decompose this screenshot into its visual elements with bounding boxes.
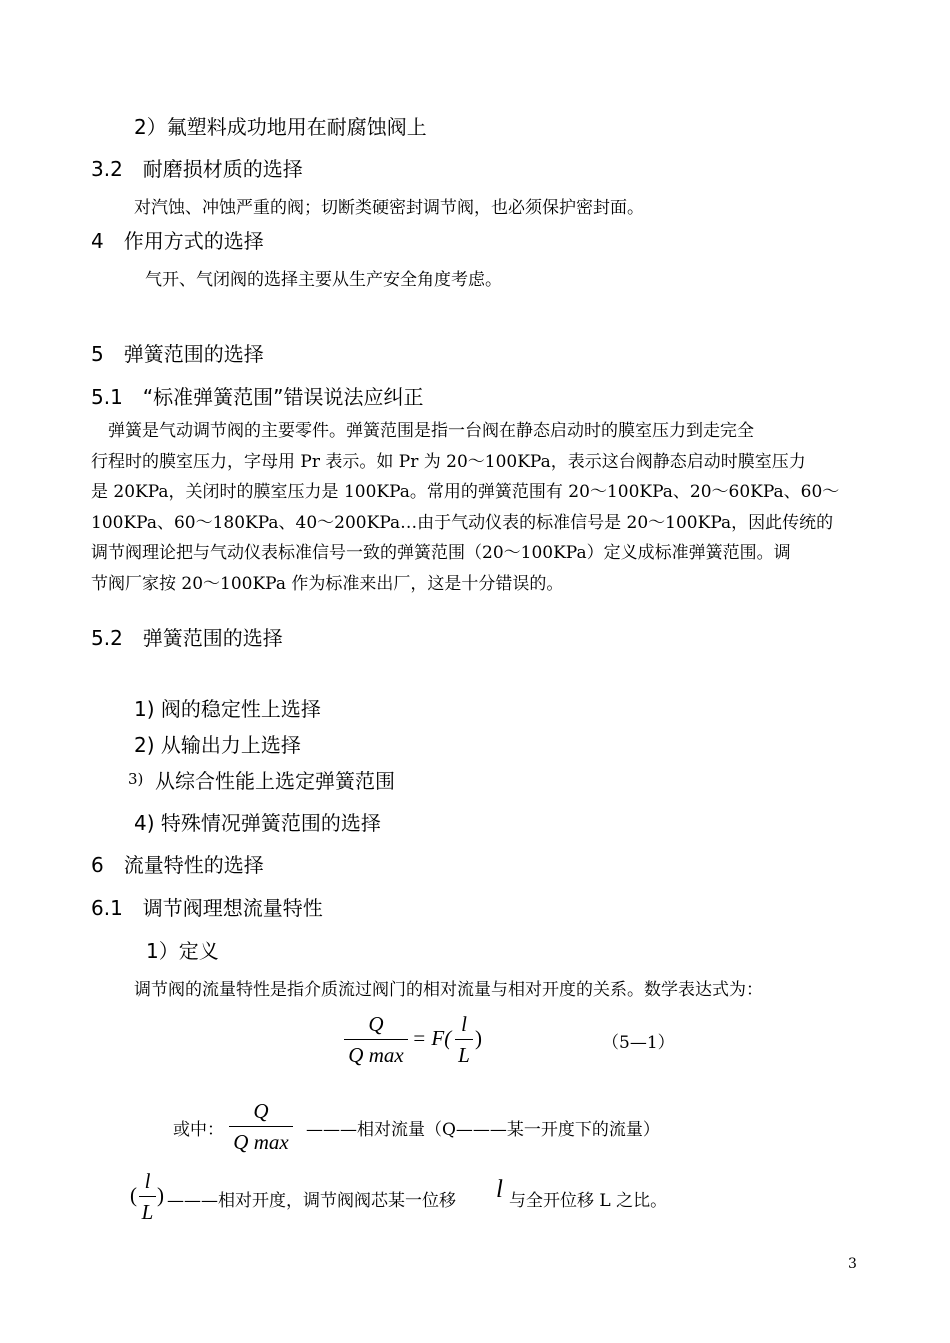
para-line: 节阀厂家按 20～100KPa 作为标准来出厂，这是十分错误的。 bbox=[91, 573, 564, 594]
equation-number: （5—1） bbox=[602, 1033, 675, 1053]
equation-fraction-l-L bbox=[455, 1012, 473, 1067]
para-line: 100KPa、60～180KPa、40～200KPa…由于气动仪表的标准信号是 20～100KPa，因此传统的 bbox=[91, 512, 834, 533]
para-3-2: 对汽蚀、冲蚀严重的阀；切断类硬密封调节阀，也必须保护密封面。 bbox=[134, 198, 644, 218]
denominator: Q max bbox=[348, 1043, 404, 1068]
denominator: L bbox=[141, 1200, 154, 1225]
denominator: L bbox=[458, 1043, 470, 1068]
open-paren: ( bbox=[130, 1183, 137, 1207]
equation-equals-f: = F( bbox=[412, 1026, 452, 1050]
definition-heading: 1）定义 bbox=[146, 939, 219, 963]
displacement-symbol: l bbox=[496, 1176, 503, 1203]
fraction-bar bbox=[139, 1196, 156, 1197]
para-4: 气开、气闭阀的选择主要从生产安全角度考虑。 bbox=[145, 270, 502, 290]
fraction-bar bbox=[455, 1039, 473, 1040]
heading-5: 5 弹簧范围的选择 bbox=[91, 342, 264, 366]
para-5-1 bbox=[91, 416, 861, 599]
relative-opening-desc-end: 与全开位移 L 之比。 bbox=[509, 1191, 668, 1211]
numerator: Q bbox=[368, 1012, 384, 1036]
fraction-bar bbox=[344, 1039, 408, 1040]
relative-flow-desc: ———相对流量（Q———某一开度下的流量） bbox=[306, 1120, 660, 1140]
where-fraction-l-L bbox=[139, 1169, 156, 1224]
where-fraction-q-qmax bbox=[229, 1099, 293, 1154]
equation-fraction-q-qmax bbox=[344, 1012, 408, 1067]
para-line: 调节阀理论把与气动仪表标准信号一致的弹簧范围（20～100KPa）定义成标准弹簧范围。调 bbox=[91, 543, 791, 563]
heading-5-2: 5.2 弹簧范围的选择 bbox=[91, 626, 283, 650]
sub-item-3: 从综合性能上选定弹簧范围 bbox=[155, 769, 395, 793]
para-line: 是 20KPa，关闭时的膜室压力是 100KPa。常用的弹簧范围有 20～100KPa、20～60KPa、60～ bbox=[91, 482, 840, 502]
sub-item-3-number: 3) bbox=[128, 770, 144, 788]
sub-item-1: 1) 阀的稳定性上选择 bbox=[134, 697, 321, 721]
denominator: Q max bbox=[233, 1130, 289, 1155]
fraction-bar bbox=[229, 1126, 293, 1127]
para-definition: 调节阀的流量特性是指介质流过阀门的相对流量与相对开度的关系。数学表达式为： bbox=[134, 980, 763, 1000]
page-number: 3 bbox=[848, 1256, 857, 1272]
sub-item-2: 2) 从输出力上选择 bbox=[134, 733, 301, 757]
numerator: Q bbox=[253, 1099, 269, 1123]
item-fluoroplastic: 2）氟塑料成功地用在耐腐蚀阀上 bbox=[134, 115, 427, 139]
heading-6: 6 流量特性的选择 bbox=[91, 853, 264, 877]
numerator: l bbox=[144, 1169, 151, 1193]
sub-item-4: 4) 特殊情况弹簧范围的选择 bbox=[134, 811, 381, 835]
where-label: 或中： bbox=[173, 1120, 224, 1140]
close-paren: ) bbox=[157, 1183, 164, 1207]
equation-close-paren: ) bbox=[475, 1026, 482, 1050]
heading-6-1: 6.1 调节阀理想流量特性 bbox=[91, 896, 323, 920]
numerator: l bbox=[461, 1012, 467, 1036]
para-line: 弹簧是气动调节阀的主要零件。弹簧范围是指一台阀在静态启动时的膜室压力到走完全 bbox=[91, 421, 754, 441]
relative-opening-desc: ———相对开度，调节阀阀芯某一位移 bbox=[167, 1191, 456, 1211]
heading-5-1: 5.1 “标准弹簧范围”错误说法应纠正 bbox=[91, 385, 424, 409]
heading-4: 4 作用方式的选择 bbox=[91, 229, 264, 253]
heading-3-2: 3.2 耐磨损材质的选择 bbox=[91, 157, 303, 181]
para-line: 行程时的膜室压力，字母用 Pr 表示。如 Pr 为 20～100KPa，表示这台阀静态启动时膜室压力 bbox=[91, 451, 806, 472]
